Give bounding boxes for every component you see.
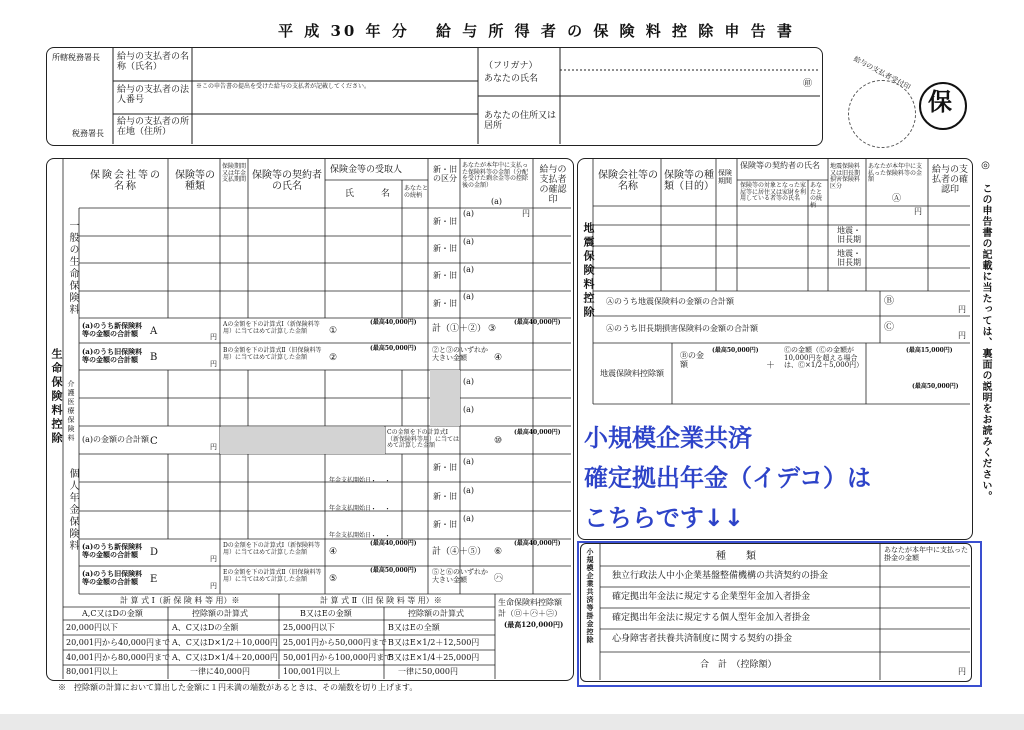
shinkyu-p2[interactable]: 新・旧 [433,492,457,501]
general-life-label: 一般の生命保険料 [67,220,78,316]
payer-name-label: 給与の支払者の名称（氏名） [117,52,190,72]
circle-6: ⑥ [494,547,503,557]
calc2-r3-a: 50,001円から100,000円まで [283,653,393,662]
eq-max50-a: (最高50,000円) [712,347,759,354]
circle-5: ⑤ [329,574,338,584]
eq-kubun-1[interactable]: 地震・旧長期 [837,226,861,244]
sb-row-4: 心身障害者扶養共済制度に関する契約の掛金 [612,634,793,644]
eq-col-insured: 保険等の対象となった家屋等に居住又は家財を利用している者等の氏名 [740,182,807,203]
sb-total-yen: 円 [958,667,966,676]
col-contractor: 保険等の契約者の氏名 [252,170,322,192]
eq-col-period: 保険期間 [718,169,732,185]
calc2-r1-b: B又はEの全額 [388,623,440,632]
amount-a-4: (a) [463,292,475,301]
receipt-stamp-label: 給与の支払者受付印 [852,54,912,92]
row-c-calc: Cの金額を下の計算式Ⅰ（新保険料等用）に当てはめて計算した金額 [387,429,460,450]
amount-a-1: (a) [463,209,475,218]
eq-col-type: 保険等の種類（目的） [664,170,714,192]
pension-dash-3: ・ ・ [370,532,391,540]
eq-c-calc: Ⓒの金額（Ⓒの金額が10,000円を超える場合は、Ⓒ×1/2＋5,000円） [784,346,864,370]
calc1-r3-b: A、C又はD×1/4＋20,000円 [172,653,278,662]
calc1-r3-a: 40,001円から80,000円まで [66,653,170,662]
life-total-label: 生命保険料控除額 [498,598,562,607]
life-total-max: (最高120,000円) [504,620,564,629]
furigana-label: （フリガナ） [484,61,538,71]
pension-dash-2: ・ ・ [370,505,391,513]
shinkyu-p3[interactable]: 新・旧 [433,520,457,529]
eq-yen-b: 円 [958,305,966,314]
eq-b-amount: Ⓑの金額 [680,351,704,369]
calc1-r2-b: A、C又はD×1/2＋10,000円 [172,638,278,647]
circle-3: ③ [488,324,497,334]
row-a-calc: Aの金額を下の計算式Ⅰ（新保険料等用）に当てはめて計算した金額 [223,321,320,335]
shinkyu-2[interactable]: 新・旧 [433,244,457,253]
earthquake-section-label: 地震保険料控除 [582,222,595,320]
row-c-label: (a)の金額の合計額 [82,435,150,444]
row-a-label: (a)のうち新保険料等の金額の合計額 [82,321,143,338]
annotation-line-1: 小規模企業共済 [584,424,752,452]
row-a-mark: A [150,326,158,337]
ho-mark-text: 保 [928,87,952,116]
amount-a-2: (a) [463,237,475,246]
payer-address-label: 給与の支払者の所在地（住所） [117,117,190,137]
shinkyu-3[interactable]: 新・旧 [433,271,457,280]
col-amount-a: (a) [491,197,503,206]
annotation-line-2: 確定拠出年金（イデコ）は [584,464,872,492]
sb-total: 合 計 （控除額） [700,660,777,670]
row-d-calc: Dの金額を下の計算式Ⅰ（新保険料等用）に当てはめて計算した金額 [223,542,321,556]
col-insurer: 保険会社等の名称 [90,170,162,192]
pension-dash-1: ・ ・ [370,477,391,485]
col-period: 保険期間又は年金支払期間 [222,163,247,184]
yen-1: 円 [522,209,530,218]
row-e-label: (a)のうち旧保険料等の金額の合計額 [82,569,143,586]
shinkyu-p1[interactable]: 新・旧 [433,463,457,472]
circle-4: ④ [494,353,503,363]
max40-b: (最高40,000円) [514,319,561,326]
row-e-calc: Eの金額を下の計算式Ⅱ（旧保険料等用）に当てはめて計算した金額 [223,569,322,583]
page-title: 平 成 30 年 分 給 与 所 得 者 の 保 険 料 控 除 申 告 書 [278,22,795,40]
eq-col-insurer: 保険会社等の名称 [598,170,658,192]
max40-a: (最高40,000円) [370,319,417,326]
tax-office-suffix: 税務署長 [72,129,104,138]
calc1-r4-b: 一律に40,000円 [190,667,250,676]
eq-col-kubun: 地震保険料又は旧長期損害保険料区分 [830,163,861,190]
col-recipient-relation: あなたとの続柄 [404,185,429,199]
annotation-line-3: こちらです↓↓ [584,504,744,532]
eq-col-amount: あなたが本年中に支払った保険料等の金額 [868,163,923,184]
tax-office-label: 所轄税務署長 [52,53,100,62]
amount-a-3: (a) [463,265,475,274]
eq-col-amount-a: Ⓐ [892,194,902,204]
side-note: ◎ この申告書の記載に当たっては、裏面の説明をお読みください。 [980,160,991,502]
pension-label: 個人年金保険料 [67,468,78,552]
pension-start-3: 年金支払開始日 [329,532,372,539]
calc2-r4-a: 100,001円以上 [283,667,341,676]
care-a-2: (a) [463,405,475,414]
row-e-yen: 円 [210,582,217,590]
col-recipient-name: 氏 名 [345,189,391,199]
calc2-r2-b: B又はE×1/2＋12,500円 [388,638,480,647]
calc2-r3-b: B又はE×1/4＋25,000円 [388,653,480,662]
row-d-yen: 円 [210,555,217,563]
max40-c: (最高40,000円) [514,429,561,436]
your-name-label: あなたの氏名 [484,74,539,84]
eq-b-circle: Ⓑ [884,296,894,307]
sb-row-3: 確定拠出年金法に規定する個人型年金加入者掛金 [612,613,811,623]
life-total-formula: 計（㋺＋㋩＋㋥） [498,609,562,618]
eq-max15: (最高15,000円) [906,347,953,354]
seal-mark: ㊞ [803,79,813,89]
col-recipient: 保険金等の受取人 [330,165,403,175]
life-section-label: 生命保険料控除 [50,348,63,446]
circle-1: ① [329,326,338,336]
eq-col-confirm: 給与の支払者の確認印 [932,165,969,195]
calc1-r2-a: 20,001円から40,000円まで [66,638,170,647]
row-c-yen: 円 [210,443,217,451]
eq-kubun-2[interactable]: 地震・旧長期 [837,249,861,267]
calc-col-4: 控除額の計算式 [408,609,464,618]
row-d-label: (a)のうち新保険料等の金額の合計額 [82,542,143,559]
annotation-overlay [580,410,958,534]
col-confirm: 給与の支払者の確認印 [539,165,567,205]
calc2-title: 計 算 式 Ⅱ（旧 保 険 料 等 用）※ [320,596,442,605]
pension-a-3: (a) [463,514,475,523]
footnote: ※ 控除額の計算において算出した金額に１円未満の端数があるときは、その端数を切り上げます。 [58,683,418,692]
calc-col-2: 控除額の計算式 [192,609,248,618]
eq-yen-1: 円 [914,207,922,216]
max50-a: (最高50,000円) [370,345,417,352]
row-b-calc: Bの金額を下の計算式Ⅱ（旧保険料等用）に当てはめて計算した金額 [223,347,322,361]
eq-plus: ＋ [766,361,776,371]
circle-10: ⑩ [494,436,503,446]
shinkyu-4[interactable]: 新・旧 [433,299,457,308]
sb-col-type: 種 類 [716,551,756,562]
row-b-yen: 円 [210,360,217,368]
row-e-mark: E [150,574,158,585]
eq-sum-longterm: Ⓐのうち旧長期損害保険料の金額の合計額 [606,324,758,333]
max40-d: (最高40,000円) [370,540,417,547]
calc1-r4-a: 80,001円以上 [66,667,118,676]
sum-4-5: 計（④＋⑤） [432,547,487,557]
pension-start-1: 年金支払開始日 [329,477,372,484]
calc-col-1: A,C又はDの金額 [82,609,143,618]
shinkyu-1[interactable]: 新・旧 [433,217,457,226]
care-a-1: (a) [463,377,475,386]
eq-total-max: (最高50,000円) [912,383,959,390]
payer-number-label: 給与の支払者の法人番号 [117,85,190,105]
sb-row-2: 確定拠出年金法に規定する企業型年金加入者掛金 [612,592,811,602]
row-d-mark: D [150,547,159,558]
max50-e: (最高50,000円) [370,567,417,574]
pension-start-2: 年金支払開始日 [329,505,372,512]
eq-deduct-label: 地震保険料控除額 [600,369,664,378]
calc-col-3: B又はEの金額 [300,609,352,618]
small-business-label: 小規模企業共済等掛金控除 [586,548,595,644]
calc2-r4-b: 一律に50,000円 [398,667,458,676]
eq-sum-quake: Ⓐのうち地震保険料の金額の合計額 [606,297,734,306]
calc1-r1-a: 20,000円以下 [66,623,118,632]
payer-number-note: ※この申告書の提出を受けた給与の支払者が記載してください。 [196,83,371,90]
calc1-title: 計 算 式 Ⅰ（新 保 険 料 等 用）※ [120,596,240,605]
row-a-yen: 円 [210,333,217,341]
max40-e: (最高40,000円) [514,540,561,547]
sb-col-amount: あなたが本年中に支払った掛金の金額 [884,546,968,562]
row-c-mark: C [150,436,158,447]
eq-col-relation: あなたとの続柄 [810,182,823,209]
eq-c-circle: Ⓒ [884,322,894,333]
eq-yen-c: 円 [958,331,966,340]
sum-1-2: 計（①＋②） [432,324,487,334]
your-address-label: あなたの住所又は居所 [484,111,557,131]
col-amount: あなたが本年中に支払った保険料等の金額（分配を受けた剰余金等の控除後の金額） [462,162,529,189]
highlight-frame [577,541,982,687]
pension-a-1: (a) [463,457,475,466]
sb-row-1: 独立行政法人中小企業基盤整備機構の共済契約の掛金 [612,571,829,581]
col-type: 保険等の種類 [175,170,215,192]
larger-2-3: ②と③のいずれか大きい金額 [432,346,488,362]
row-b-label: (a)のうち旧保険料等の金額の合計額 [82,347,143,364]
larger-5-6: ⑤と⑥のいずれか大きい金額 [432,568,488,584]
care-label: 介護医療保険料 [67,380,75,443]
calc1-r1-b: A、C又はDの全額 [172,623,239,632]
eq-col-contractor: 保険等の契約者の氏名 [740,161,820,170]
circle-2: ② [329,353,338,363]
pension-a-2: (a) [463,486,475,495]
row-b-mark: B [150,352,158,363]
circle-4b: ④ [329,547,338,557]
calc2-r1-a: 25,000円以下 [283,623,335,632]
circle-8: ㋩ [494,574,504,584]
col-shinkyu: 新・旧の区分 [433,165,457,183]
bottom-bar [0,714,1024,730]
calc2-r2-a: 25,001円から50,000円まで [283,638,387,647]
